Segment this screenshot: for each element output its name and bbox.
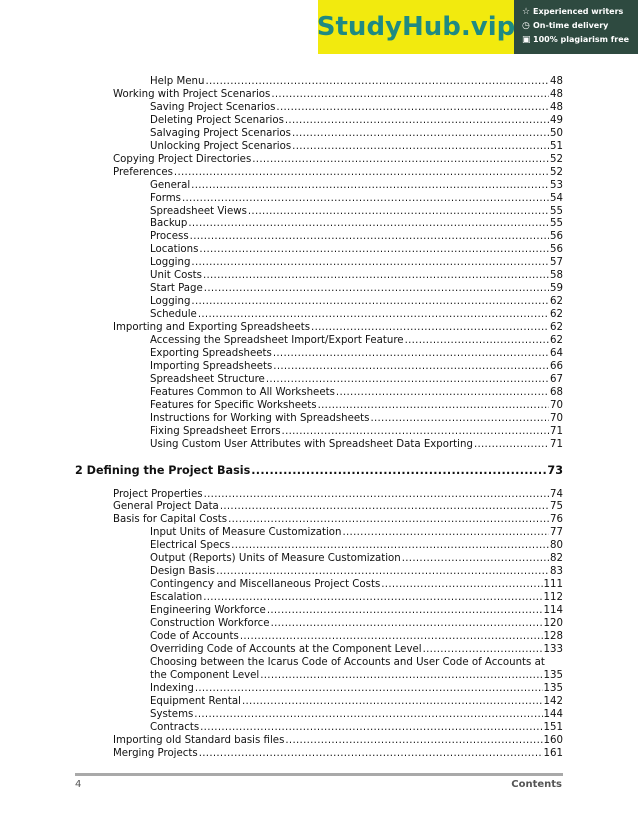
toc-entry[interactable] [150,243,563,256]
toc-entry-page: 71 [550,438,563,450]
toc-entry-title: Merging Projects [113,747,198,759]
footer-section-label: Contents [511,779,562,790]
feature-on-time-delivery: ◷ On-time delivery [522,21,609,31]
toc-dot-leader [318,399,549,412]
ad-banner[interactable] [318,0,638,54]
toc-dot-leader [474,438,549,451]
toc-entry-page: 151 [543,721,563,733]
toc-entry-title: Equipment Rental [150,695,241,707]
toc-entry-page: 111 [543,579,563,591]
toc-entry-title: Copying Project Directories [113,153,252,165]
logo-text: StudyHub.vip [316,12,516,42]
toc-entry-page: 51 [550,140,563,152]
toc-entry[interactable] [150,425,563,438]
toc-entry[interactable] [150,360,563,373]
toc-entry[interactable] [113,734,563,747]
toc-entry-page: 57 [550,257,563,269]
toc-entry-title: Forms [150,192,181,204]
toc-entry-title: Logging [150,257,191,269]
toc-dot-leader [252,153,549,166]
toc-dot-leader [205,75,549,88]
toc-entry[interactable] [150,565,563,578]
toc-entry-page: 161 [543,747,563,759]
toc-dot-leader [199,243,549,256]
toc-entry[interactable] [150,526,563,539]
toc-entry-page: 62 [550,309,563,321]
toc-entry-title: Backup [150,218,188,230]
toc-entry-title: Spreadsheet Views [150,205,247,217]
toc-entry[interactable] [150,578,563,591]
toc-entry-title: Deleting Project Scenarios [150,114,284,126]
toc-dot-leader [271,88,549,101]
toc-entry-page: 74 [550,488,563,500]
toc-entry[interactable] [150,282,563,295]
toc-dot-leader [273,360,549,373]
toc-dot-leader [191,179,549,192]
toc-dot-leader [266,373,549,386]
toc-entry-title: Basis for Capital Costs [113,514,228,526]
toc-entry-page: 71 [550,425,563,437]
toc-entry-title: General Project Data [113,501,219,513]
toc-entry-page: 133 [543,643,563,655]
toc-entry[interactable] [150,75,563,88]
toc-entry[interactable] [150,721,563,734]
banner-features [514,0,638,54]
toc-entry[interactable] [150,617,563,630]
toc-entry-page: 50 [550,127,563,139]
feature-plagiarism-free: ▣ 100% plagiarism free [522,35,630,45]
toc-entry-page: 114 [543,605,563,617]
toc-entry-page: 67 [550,373,563,385]
toc-entry[interactable] [150,604,563,617]
toc-entry[interactable] [150,682,563,695]
toc-entry-title: Escalation [150,592,203,604]
toc-entry-title: Importing old Standard basis files [113,734,285,746]
toc-dot-leader [423,643,543,656]
toc-entry-page: 75 [550,501,563,513]
toc-entry-page: 55 [550,205,563,217]
toc-dot-leader [271,617,543,630]
toc-dot-leader [204,282,549,295]
toc-dot-leader [370,412,549,425]
toc-entry-page: 62 [550,335,563,346]
toc-dot-leader [240,630,543,643]
toc-entry[interactable] [113,166,563,179]
toc-entry-title: Logging [150,296,191,308]
toc-dot-leader [381,578,542,591]
toc-entry-title: Indexing [150,682,194,694]
toc-entry[interactable] [150,591,563,604]
toc-entry-page: 62 [550,296,563,308]
toc-entry[interactable] [150,217,563,230]
toc-entry-title: 2 Defining the Project Basis [75,463,251,477]
toc-entry-title: General [150,179,191,191]
toc-entry-title: Instructions for Working with Spreadsheets [150,412,370,424]
toc-entry-title: Fixing Spreadsheet Errors [150,425,281,437]
toc-dot-leader [174,166,549,179]
toc-entry-title: Features Common to All Worksheets [150,386,335,398]
toc-entry-page: 73 [547,463,563,477]
toc-entry[interactable] [150,386,563,399]
toc-entry-title: Process [150,231,189,243]
toc-entry[interactable] [150,192,563,205]
clipboard-icon: ▣ [522,35,531,45]
toc-dot-leader [282,425,550,438]
toc-dot-leader [260,669,542,682]
toc-entry[interactable] [150,179,563,192]
toc-entry-page: 56 [550,231,563,243]
toc-dot-leader [267,604,543,617]
toc-entry-page: 70 [550,399,563,411]
toc-entry-title: Start Page [150,283,203,295]
toc-entry[interactable] [150,412,563,425]
toc-dot-leader [248,205,549,218]
toc-dot-leader [231,539,549,552]
footer-rule [75,773,563,776]
toc-entry-page: 83 [550,566,563,578]
toc-dot-leader [311,321,549,334]
toc-dot-leader [203,591,542,604]
toc-entry-page: 62 [550,322,563,334]
toc-entry[interactable] [113,88,563,101]
toc-entry-page: 64 [550,347,563,359]
toc-entry[interactable] [113,488,563,501]
toc-dot-leader [242,695,543,708]
toc-entry[interactable] [150,101,563,114]
toc-entry-page: 56 [550,244,563,256]
feature-experienced-writers: ☆ Experienced writers [522,7,624,17]
toc-entry-page: 54 [550,192,563,204]
toc-entry-title: Engineering Workforce [150,605,266,617]
toc-dot-leader [405,334,549,347]
toc-entry-page: 53 [550,179,563,191]
toc-entry-page: 58 [550,270,563,282]
toc-entry-page: 55 [550,218,563,230]
toc-entry-title: the Component Level [150,669,260,681]
toc-entry[interactable] [150,438,563,451]
toc-entry[interactable] [113,513,563,526]
toc-entry-page: 142 [543,695,563,707]
toc-entry[interactable] [150,708,563,721]
toc-entry-page: 48 [550,101,563,113]
toc-entry-title: Saving Project Scenarios [150,101,276,113]
toc-entry-page: 128 [543,630,563,642]
toc-dot-leader [191,295,549,308]
toc-dot-leader [402,552,549,565]
toc-dot-leader [190,230,549,243]
toc-entry-title: Help Menu [150,76,205,87]
toc-entry-page: 68 [550,386,563,398]
toc-entry[interactable] [150,669,563,682]
toc-entry-page: 135 [543,682,563,694]
toc-entry-title: Using Custom User Attributes with Spreadsheet Data Exporting [150,438,473,450]
toc-entry-page: 160 [543,734,563,746]
toc-dot-leader [292,127,549,140]
toc-entry-title: Spreadsheet Structure [150,373,265,385]
toc-entry-title: Preferences [113,166,173,178]
toc-entry[interactable] [150,695,563,708]
toc-dot-leader [216,565,549,578]
toc-entry[interactable] [150,630,563,643]
toc-entry-title: Exporting Spreadsheets [150,347,272,359]
toc-entry[interactable] [150,140,563,153]
toc-entry[interactable] [150,334,563,347]
toc-entry-title: Electrical Specs [150,540,231,552]
toc-entry-page: 52 [550,153,563,165]
toc-dot-leader [220,500,549,513]
toc-entry-page: 80 [550,540,563,552]
toc-dot-leader [285,734,542,747]
toc-entry-page: 59 [550,283,563,295]
toc-entry-title: Schedule [150,309,197,321]
toc-entry-title: Design Basis [150,566,216,578]
toc-entry[interactable] [113,153,563,166]
toc-entry-title: Input Units of Measure Customization [150,527,342,539]
toc-entry-title: Accessing the Spreadsheet Import/Export Feature [150,335,404,346]
toc-entry-title: Contracts [150,721,200,733]
toc-entry-title: Output (Reports) Units of Measure Customization [150,553,401,565]
toc-entry-page: 77 [550,527,563,539]
toc-chapter-entry[interactable] [75,463,563,478]
toc-entry-title: Importing and Exporting Spreadsheets [113,322,311,334]
toc-dot-leader [188,217,549,230]
toc-entry-title: Project Properties [113,488,203,500]
toc-entry-page: 82 [550,553,563,565]
toc-entry[interactable] [150,256,563,269]
toc-entry-title: Unlocking Project Scenarios [150,140,292,152]
toc-entry[interactable] [150,643,563,656]
toc-entry-page: 66 [550,360,563,372]
toc-entry-title: Choosing between the Icarus Code of Accounts and User Code of Accounts at [150,656,545,668]
toc-dot-leader [203,269,549,282]
toc-entry[interactable] [150,656,563,669]
toc-entry-title: Features for Specific Worksheets [150,399,317,411]
toc-dot-leader [251,463,546,478]
toc-entry-title: Locations [150,244,199,256]
toc-dot-leader [198,308,549,321]
footer-page-number: 4 [75,779,82,790]
toc-dot-leader [285,114,549,127]
toc-entry-page: 144 [543,708,563,720]
toc-entry-page: 49 [550,114,563,126]
toc-entry-title: Importing Spreadsheets [150,360,273,372]
toc-entry[interactable] [113,747,563,760]
toc-entry-page: 48 [550,88,563,100]
toc-entry[interactable] [150,205,563,218]
toc-dot-leader [292,140,549,153]
clock-icon: ◷ [522,21,530,31]
toc-entry[interactable] [150,399,563,412]
toc-dot-leader [336,386,549,399]
toc-entry[interactable] [150,114,563,127]
toc-entry[interactable] [150,230,563,243]
toc-dot-leader [228,513,549,526]
toc-entry-page: 76 [550,514,563,526]
toc-entry[interactable] [113,500,563,513]
toc-dot-leader [200,721,542,734]
toc-entry-page: 135 [543,669,563,681]
toc-entry-page: 52 [550,166,563,178]
toc-dot-leader [276,101,549,114]
toc-entry-title: Unit Costs [150,270,202,282]
toc-entry-title: Systems [150,708,194,720]
toc-entry[interactable] [150,347,563,360]
toc-entry[interactable] [150,539,563,552]
toc-entry[interactable] [150,127,563,140]
toc-dot-leader [342,526,549,539]
toc-entry[interactable] [150,269,563,282]
toc-entry-page: 120 [543,618,563,629]
toc-dot-leader [204,488,549,501]
toc-dot-leader [199,747,543,760]
toc-entry[interactable] [150,308,563,321]
toc-dot-leader [194,708,542,721]
toc-entry[interactable] [150,373,563,386]
toc-dot-leader [182,192,549,205]
toc-entry[interactable] [150,552,563,565]
toc-entry-title: Construction Workforce [150,618,270,629]
toc-entry-title: Salvaging Project Scenarios [150,127,291,139]
toc-entry-title: Contingency and Miscellaneous Project Costs [150,579,381,591]
toc-entry-page: 70 [550,412,563,424]
toc-entry-title: Code of Accounts [150,630,239,642]
toc-entry-title: Overriding Code of Accounts at the Component Level [150,643,422,655]
toc-dot-leader [195,682,543,695]
star-icon: ☆ [522,7,531,17]
toc-entry-page: 112 [543,592,563,604]
studyhub-logo[interactable] [318,0,514,54]
toc-entry-title: Working with Project Scenarios [113,88,271,100]
toc-entry[interactable] [150,295,563,308]
toc-dot-leader [191,256,549,269]
toc-entry-page: 48 [550,76,563,87]
toc-entry[interactable] [113,321,563,334]
toc-dot-leader [273,347,549,360]
